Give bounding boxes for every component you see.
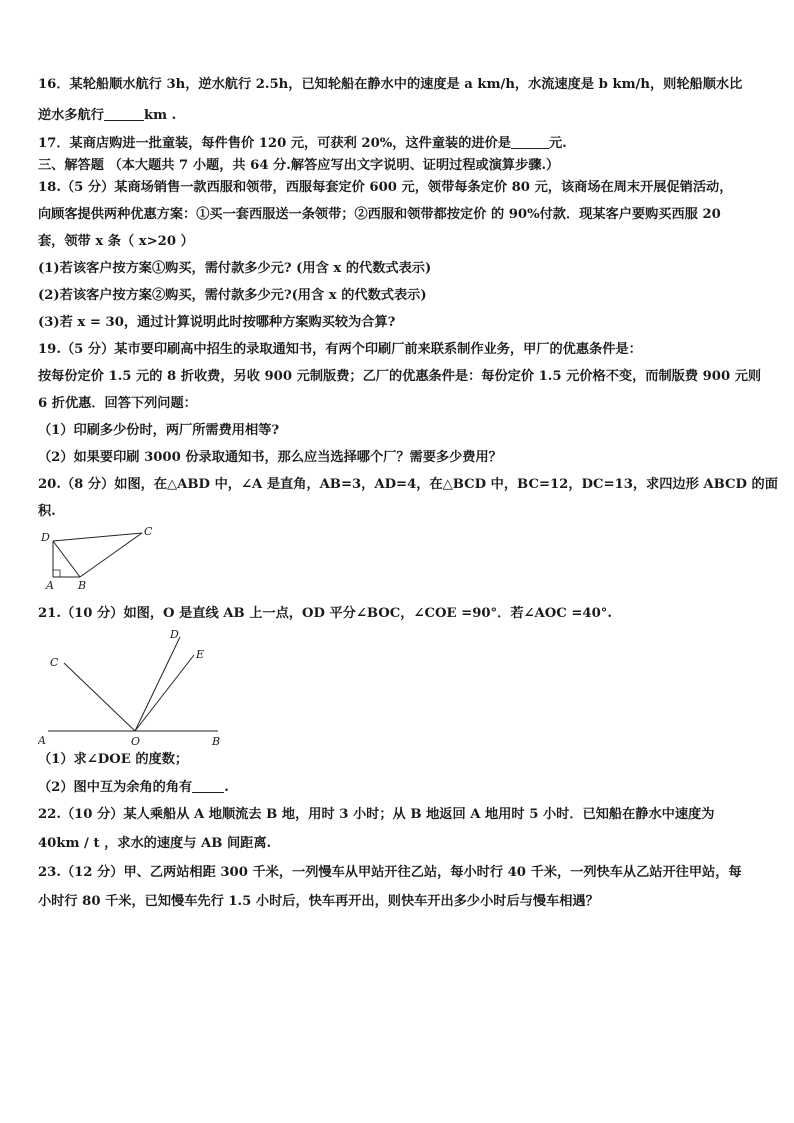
q20-edge-dc [53, 533, 142, 541]
q19-sub2: （2）如果要印刷 3000 份录取通知书，那么应当选择哪个厂？需要多少费用？ [38, 450, 502, 465]
q20-line2: 积. [38, 504, 56, 519]
q19-line3: 6 折优惠．回答下列问题： [38, 396, 197, 411]
question-17 [38, 134, 756, 153]
q22-line2: 40km / t ，求水的速度与 AB 间距离. [38, 836, 272, 851]
q18-sub2: (2)若该客户按方案②购买，需付款多少元?(用含 x 的代数式表示) [38, 288, 427, 303]
q21-ray-od [135, 637, 180, 731]
question-18 [38, 179, 756, 332]
q20-figure [38, 527, 168, 593]
q17-post: 元. [548, 136, 567, 151]
q19-line1: 19.（5 分）某市要印刷高中招生的录取通知书，有两个印刷厂前来联系制作业务，甲厂的优惠条件是： [38, 342, 642, 357]
q23-line2: 小时行 80 千米，已知慢车先行 1.5 小时后，快车再开出，则快车开出多少小时后与慢车相遇？ [38, 894, 599, 909]
q21-figure [38, 625, 238, 751]
q20-label-b: B [78, 579, 87, 592]
q20-label-a: A [46, 579, 54, 592]
q20-line1: 20.（8 分）如图，在△ABD 中，∠A 是直角，AB=3，AD=4，在△BCD 中，BC=12，DC=13，求四边形 ABCD 的面 [38, 477, 778, 492]
q21-label-d: D [170, 628, 179, 641]
q16-line2 [38, 106, 756, 125]
q20-edge-db [53, 541, 80, 577]
q21-label-o: O [131, 735, 141, 748]
question-16 [38, 76, 756, 125]
q18-sub3: (3)若 x = 30，通过计算说明此时按哪种方案购买较为合算? [38, 315, 396, 330]
q16-line2-post: km . [143, 108, 177, 123]
question-20 [38, 476, 778, 593]
q16-answer-blank [104, 106, 144, 121]
q16-line2-pre: 逆水多航行 [38, 108, 104, 123]
q20-right-angle-mark [53, 570, 60, 577]
q21-line1: 21.（10 分）如图，O 是直线 AB 上一点，OD 平分∠BOC，∠COE =90°．若∠AOC =40°. [38, 606, 612, 621]
q21-sub2-pre: （2）图中互为余角的角有 [38, 780, 193, 795]
q16-line1: 16．某轮船顺水航行 3h，逆水航行 2.5h，已知轮船在静水中的速度是 a km/h，水流速度是 b km/h，则轮船顺水比 [38, 77, 743, 92]
q21-sub2-post: . [224, 780, 229, 795]
q22-line1: 22.（10 分）某人乘船从 A 地顺流去 B 地，用时 3 小时；从 B 地返回 A 地用时 5 小时．已知船在静水中速度为 [38, 807, 715, 822]
question-21 [38, 605, 756, 797]
q18-line1: 18.（5 分）某商场销售一款西服和领带，西服每套定价 600 元，领带每条定价 80 元，该商场在周末开展促销活动， [38, 180, 733, 195]
q21-ray-oe [135, 655, 194, 731]
question-19 [38, 341, 762, 467]
question-22 [38, 806, 756, 853]
q20-label-c: C [144, 527, 153, 538]
q21-ray-oc [64, 663, 135, 731]
q21-sub1: （1）求∠DOE 的度数； [38, 752, 189, 767]
q21-label-c: C [50, 656, 59, 669]
q17-pre: 17．某商店购进一批童装，每件售价 120 元，可获利 20%，这件童装的进价是 [38, 136, 511, 151]
q21-answer-blank [192, 778, 224, 793]
section-3-heading: 三、解答题 （本大题共 7 小题，共 64 分.解答应写出文字说明、证明过程或演算步骤.） [38, 158, 560, 173]
exam-page [38, 76, 778, 911]
q17-answer-blank [511, 134, 549, 149]
q21-label-b: B [212, 735, 221, 748]
q21-label-e: E [196, 648, 205, 661]
q19-sub1: （1）印刷多少份时，两厂所需费用相等? [38, 423, 280, 438]
q18-line2: 向顾客提供两种优惠方案：①买一套西服送一条领带；②西服和领带都按定价 的 90%付款．现某客户要购买西服 20 [38, 207, 721, 222]
q19-line2: 按每份定价 1.5 元的 8 折收费，另收 900 元制版费；乙厂的优惠条件是：每份定价 1.5 元价格不变，而制版费 900 元则 [38, 369, 762, 384]
q21-label-a: A [38, 734, 46, 747]
q18-sub1: (1)若该客户按方案①购买，需付款多少元? (用含 x 的代数式表示) [38, 261, 432, 276]
q20-label-d: D [41, 531, 50, 544]
q23-line1: 23.（12 分）甲、乙两站相距 300 千米，一列慢车从甲站开往乙站，每小时行 40 千米，一列快车从乙站开往甲站，每 [38, 865, 742, 880]
q20-edge-bc [80, 533, 142, 577]
question-23 [38, 864, 756, 911]
q18-line3: 套，领带 x 条（ x>20 ） [38, 234, 194, 249]
q21-sub2 [38, 778, 756, 797]
